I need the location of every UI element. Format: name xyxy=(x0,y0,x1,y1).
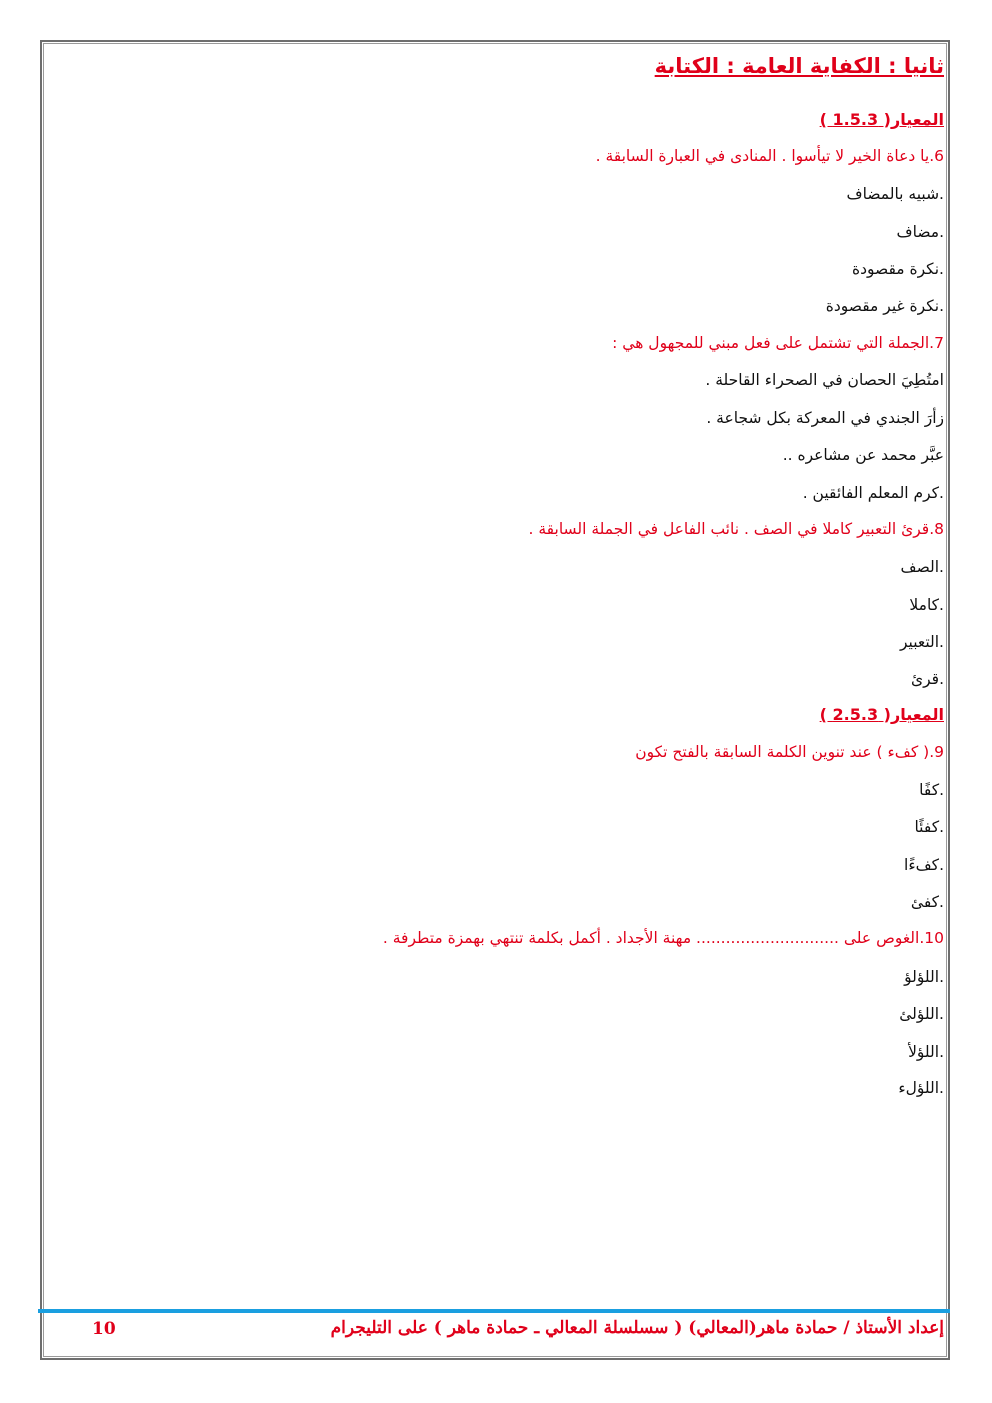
q8-option-2: .كاملا xyxy=(909,596,944,614)
q10-option-4: .اللؤلء xyxy=(898,1079,944,1097)
q6-option-2: .مضاف xyxy=(896,223,944,241)
q8-option-3: .التعبير xyxy=(899,633,944,651)
footer-credit: إعداد الأستاذ / حمادة ماهر(المعالي) ( سسلسلة المعالي ـ حمادة ماهر ) على التليجرام xyxy=(330,1318,944,1338)
footer-divider xyxy=(38,1309,950,1313)
q7-option-1: امتُطِيَ الحصان في الصحراء القاحلة . xyxy=(705,371,944,389)
q9-option-1: .كفًا xyxy=(919,781,944,799)
q6-option-3: .نكرة مقصودة xyxy=(851,260,944,278)
page-number: 10 xyxy=(92,1319,116,1339)
question-6: 6.يا دعاة الخير لا تيأسوا . المنادى في العبارة السابقة . xyxy=(595,147,944,165)
question-10: 10.الغوص على ............................. مهنة الأجداد . أكمل بكلمة تنتهي بهمزة متطرفة . xyxy=(382,929,944,947)
q7-option-2: زأرَ الجندي في المعركة بكل شجاعة . xyxy=(706,409,944,427)
q9-option-2: .كفئًا xyxy=(914,818,944,836)
q10-option-3: .اللؤلأ xyxy=(908,1043,944,1061)
page-border-inner xyxy=(43,43,947,1357)
question-8: 8.قرئ التعبير كاملا في الصف . نائب الفاعل في الجملة السابقة . xyxy=(528,520,944,538)
q7-option-4: .كرم المعلم الفائقين . xyxy=(802,484,944,502)
standard-label-2: المعيار( 2.5.3 ) xyxy=(819,705,944,724)
q10-option-2: .اللؤلئ xyxy=(899,1005,944,1023)
q6-option-4: .نكرة غير مقصودة xyxy=(825,297,944,315)
q10-option-1: .اللؤلؤ xyxy=(904,968,944,986)
question-9: 9.( كفء ) عند تنوين الكلمة السابقة بالفتح تكون xyxy=(635,743,944,761)
q8-option-4: .قرئ xyxy=(910,670,944,688)
q9-option-3: .كفءًا xyxy=(904,856,944,874)
q9-option-4: .كفئ xyxy=(910,893,944,911)
q7-option-3: عبَّر محمد عن مشاعره .. xyxy=(782,446,944,464)
standard-label-1: المعيار( 1.5.3 ) xyxy=(819,110,944,129)
q6-option-1: .شبيه بالمضاف xyxy=(846,185,944,203)
q8-option-1: .الصف xyxy=(900,558,944,576)
section-heading: ثانيا : الكفاية العامة : الكتابة xyxy=(654,54,944,78)
question-7: 7.الجملة التي تشتمل على فعل مبني للمجهول هي : xyxy=(612,334,944,352)
